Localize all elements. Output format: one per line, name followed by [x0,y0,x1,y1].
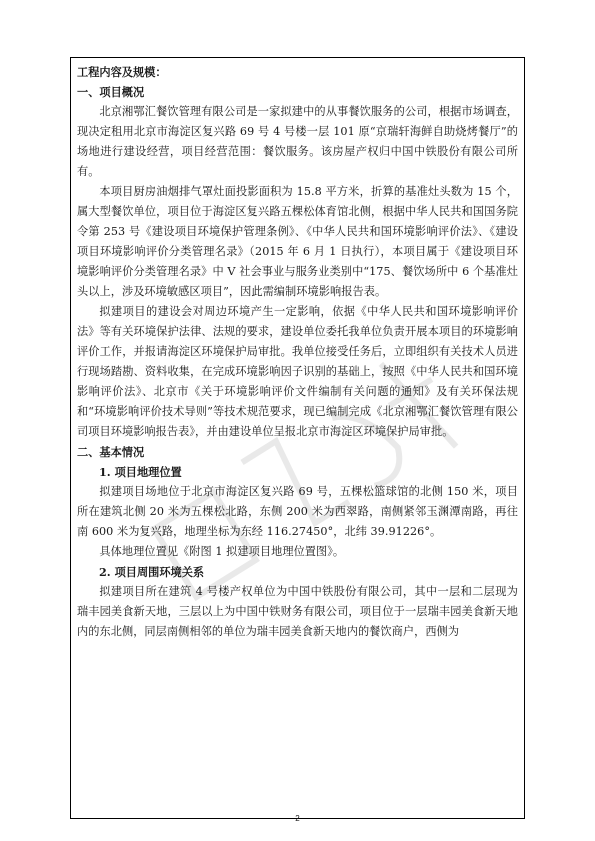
page-number: 2 [295,814,300,823]
content-frame [70,57,525,819]
section-title: 工程内容及规模： [77,65,167,79]
location-heading: 1. 项目地理位置 [99,465,182,479]
location-paragraph: 具体地理位置见《附图 1 拟建项目地理位置图》。 [99,545,345,558]
surroundings-heading: 2. 项目周围环境关系 [99,565,205,579]
overview-paragraph: 北京湘鄂汇餐饮管理有限公司是一家拟建中的从事餐饮服务的公司，根据市场调查，现决定租用北京市海淀区复兴路 69 号 4 号楼一层 101 原“京瑞轩海鲜自助烧烤餐厅”的场地进行建设经营，项目经营范围：餐饮服务。该房屋产权归中国中铁股份有限公司所有。 [77,105,518,178]
overview-heading: 一、项目概况 [77,85,145,99]
surroundings-paragraph: 拟建项目所在建筑 4 号楼产权单位为中国中铁股份有限公司，其中一层和二层现为瑞丰园美食新天地，三层以上为中国中铁财务有限公司，项目位于一层瑞丰园美食新天地内的东北侧，同层南侧相邻的单位为瑞丰园美食新天地内的餐饮商户，西侧为 [77,585,518,638]
location-paragraph: 拟建项目场地位于北京市海淀区复兴路 69 号，五棵松篮球馆的北侧 150 米，项目所在建筑北侧 20 米为五棵松北路，东侧 200 米为西翠路，南侧紧邻玉渊潭南路，再往南 600 米为复兴路，地理坐标为东经 116.27450°，北纬 39.91226°。 [77,485,518,538]
overview-paragraph: 拟建项目的建设会对周边环境产生一定影响，依据《中华人民共和国环境影响评价法》等有关环境保护法律、法规的要求，建设单位委托我单位负责开展本项目的环境影响评价工作，并报请海淀区环境保护局审批。我单位接受任务后，立即组织有关技术人员进行现场踏勘、资料收集，在完成环境影响因子识别的基础上，按照《中华人民共和国环境影响评价法》、北京市《关于环境影响评价文件编制有关问题的通知》及有关环保法规和“环境影响评价技术导则”等技术规范要求，现已编制完成《北京湘鄂汇餐饮管理有限公司项目环境影响报告表》，并由建设单位呈报北京市海淀区环境保护局审批。 [77,305,518,438]
basics-heading: 二、基本情况 [77,445,145,459]
document-body [77,62,518,642]
overview-paragraph: 本项目厨房油烟排气罩灶面投影面积为 15.8 平方米，折算的基准灶头数为 15 个，属大型餐饮单位，项目位于海淀区复兴路五棵松体育馆北侧，根据中华人民共和国国务院令第 253 号《建设项目环境保护管理条例》、《中华人民共和国环境影响评价法》、《建设项目环境影响评价分类管理名录》（2015 年 6 月 1 日执行），本项目属于《建设项目环境影响评价分类管理名录》中 V 社会事业与服务业类别中“175、餐饮场所中 6 个基准灶头以上，涉及环境敏感区项目”，因此需编制环境影响报告表。 [77,185,518,298]
